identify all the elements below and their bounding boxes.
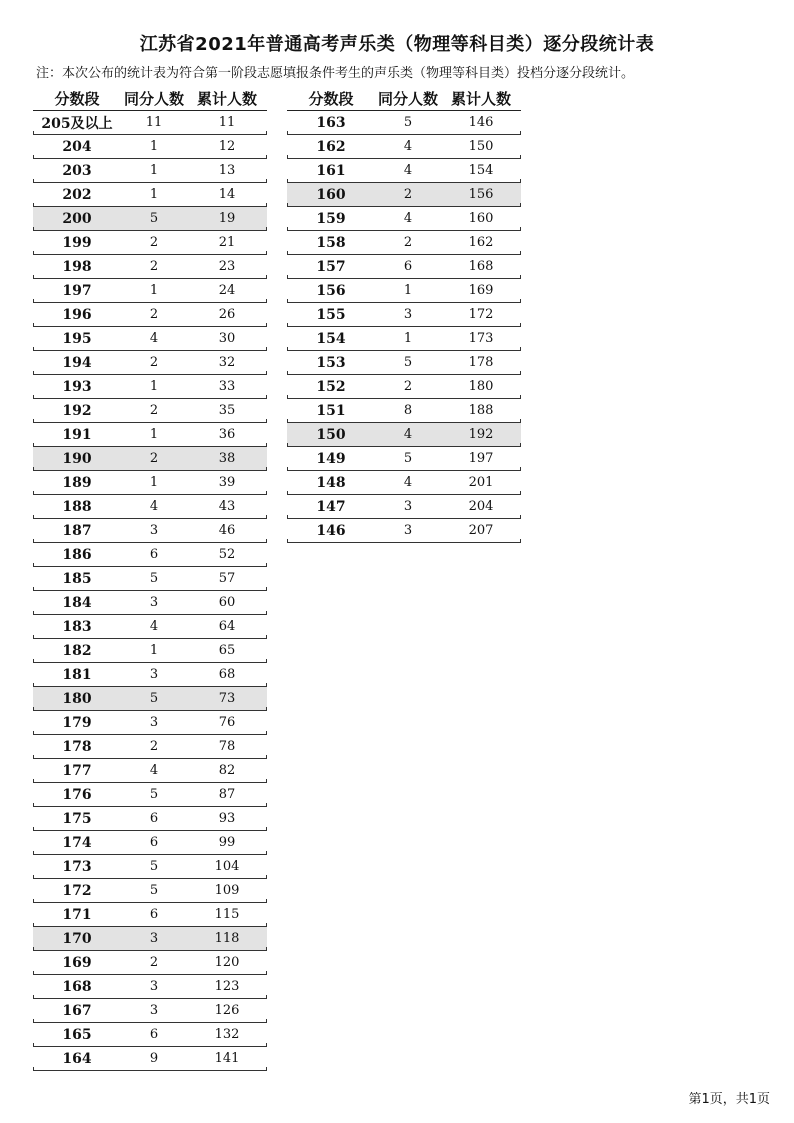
cell-score: 202 [62,186,92,203]
cell-total: 12 [218,139,236,154]
cell-count: 1 [149,379,159,394]
cell-total: 52 [218,547,236,562]
cell-score: 165 [62,1026,92,1043]
cell-total: 38 [218,451,236,466]
cell-total: 65 [218,643,236,658]
table-header [287,86,521,111]
cell-score: 148 [316,474,346,491]
cell-score: 168 [62,978,92,995]
cell-score: 181 [62,666,92,683]
cell-total: 197 [468,451,494,466]
cell-count: 3 [149,595,159,610]
cell-total: 39 [218,475,236,490]
header-count: 同分人数 [123,89,184,108]
cell-count: 3 [403,499,413,514]
table-row [287,183,521,207]
cell-score: 159 [316,210,346,227]
table-row [287,159,521,183]
cell-total: 180 [468,379,494,394]
cell-total: 35 [218,403,236,418]
cell-count: 9 [149,1051,159,1066]
table-row [33,663,267,687]
cell-score: 156 [316,282,346,299]
cell-score: 191 [62,426,92,443]
table-row [287,351,521,375]
cell-total: 207 [468,523,494,538]
cell-score: 205及以上 [41,115,113,132]
cell-total: 162 [468,235,494,250]
table-row [287,471,521,495]
cell-score: 203 [62,162,92,179]
table-row [33,471,267,495]
cell-total: 33 [218,379,236,394]
cell-score: 184 [62,594,92,611]
cell-count: 4 [149,499,159,514]
header-count: 同分人数 [377,89,438,108]
header-total: 累计人数 [450,89,511,108]
cell-total: 123 [214,979,240,994]
table-row [33,1047,267,1071]
cell-score: 177 [62,762,92,779]
table-row [33,615,267,639]
table-row [287,231,521,255]
cell-total: 126 [214,1003,240,1018]
cell-count: 5 [149,787,159,802]
cell-count: 1 [149,427,159,442]
cell-score: 161 [316,162,346,179]
cell-score: 146 [316,522,346,539]
table-row [33,279,267,303]
cell-total: 192 [468,427,494,442]
cell-count: 4 [403,427,413,442]
cell-total: 24 [218,283,236,298]
table-row [33,591,267,615]
cell-count: 1 [403,331,413,346]
cell-count: 3 [403,307,413,322]
cell-total: 76 [218,715,236,730]
cell-count: 3 [149,667,159,682]
cell-count: 2 [149,355,159,370]
table-row [33,207,267,231]
cell-score: 195 [62,330,92,347]
cell-total: 172 [468,307,494,322]
table-row [33,375,267,399]
cell-total: 160 [468,211,494,226]
table-row [287,399,521,423]
cell-total: 11 [218,115,236,130]
cell-count: 6 [149,547,159,562]
table-row [287,519,521,543]
cell-score: 182 [62,642,92,659]
cell-count: 3 [149,715,159,730]
table-header [33,86,267,111]
cell-score: 171 [62,906,92,923]
cell-count: 2 [149,235,159,250]
cell-score: 198 [62,258,92,275]
cell-count: 2 [149,955,159,970]
cell-total: 204 [468,499,494,514]
table-row [33,1023,267,1047]
cell-count: 6 [149,811,159,826]
cell-score: 193 [62,378,92,395]
cell-count: 4 [149,619,159,634]
cell-count: 5 [403,115,413,130]
cell-score: 175 [62,810,92,827]
cell-score: 172 [62,882,92,899]
cell-score: 170 [62,930,92,947]
cell-score: 152 [316,378,346,395]
cell-total: 23 [218,259,236,274]
cell-count: 3 [149,523,159,538]
cell-count: 5 [403,355,413,370]
cell-score: 197 [62,282,92,299]
cell-total: 201 [468,475,494,490]
cell-total: 78 [218,739,236,754]
cell-score: 153 [316,354,346,371]
cell-score: 189 [62,474,92,491]
cell-count: 8 [403,403,413,418]
table-row [287,255,521,279]
cell-total: 68 [218,667,236,682]
cell-score: 147 [316,498,346,515]
cell-total: 109 [214,883,240,898]
cell-score: 169 [62,954,92,971]
cell-score: 157 [316,258,346,275]
table-row [33,927,267,951]
cell-total: 132 [214,1027,240,1042]
table-row [33,255,267,279]
cell-total: 118 [214,931,240,946]
cell-count: 5 [403,451,413,466]
table-row [287,279,521,303]
cell-score: 196 [62,306,92,323]
table-row [33,783,267,807]
cell-count: 5 [149,571,159,586]
table-row [33,519,267,543]
cell-total: 73 [218,691,236,706]
cell-score: 173 [62,858,92,875]
cell-total: 178 [468,355,494,370]
cell-count: 1 [149,283,159,298]
cell-count: 4 [403,139,413,154]
table-left-column [33,86,267,1071]
header-score: 分数段 [308,89,354,108]
table-body-left [33,111,267,1071]
cell-count: 1 [149,163,159,178]
cell-total: 115 [214,907,240,922]
cell-count: 6 [149,1027,159,1042]
table-row [33,399,267,423]
table-row [33,135,267,159]
table-row [33,639,267,663]
cell-total: 169 [468,283,494,298]
table-row [287,135,521,159]
cell-count: 5 [149,211,159,226]
cell-count: 2 [149,403,159,418]
cell-count: 6 [149,835,159,850]
cell-total: 14 [218,187,236,202]
cell-total: 21 [218,235,236,250]
table-row [287,327,521,351]
cell-score: 149 [316,450,346,467]
cell-score: 183 [62,618,92,635]
cell-total: 168 [468,259,494,274]
cell-score: 174 [62,834,92,851]
cell-score: 180 [62,690,92,707]
cell-count: 11 [145,115,163,130]
cell-count: 3 [149,931,159,946]
cell-count: 2 [149,307,159,322]
cell-score: 192 [62,402,92,419]
cell-count: 1 [403,283,413,298]
cell-count: 6 [149,907,159,922]
table-row [33,303,267,327]
cell-count: 4 [403,475,413,490]
cell-total: 36 [218,427,236,442]
page-title: 江苏省2021年普通高考声乐类（物理等科目类）逐分段统计表 [139,34,655,55]
cell-total: 93 [218,811,236,826]
cell-score: 204 [62,138,92,155]
cell-count: 3 [403,523,413,538]
cell-count: 2 [149,451,159,466]
cell-score: 158 [316,234,346,251]
cell-total: 43 [218,499,236,514]
cell-total: 87 [218,787,236,802]
cell-score: 186 [62,546,92,563]
cell-total: 173 [468,331,494,346]
cell-score: 194 [62,354,92,371]
cell-total: 156 [468,187,494,202]
table-row [33,759,267,783]
cell-score: 200 [62,210,92,227]
cell-count: 2 [403,235,413,250]
cell-score: 162 [316,138,346,155]
cell-count: 1 [149,139,159,154]
table-row [287,495,521,519]
table-body-right [287,111,521,543]
cell-total: 120 [214,955,240,970]
table-row [33,423,267,447]
table-row [33,711,267,735]
table-row [33,999,267,1023]
cell-total: 99 [218,835,236,850]
table-row [33,687,267,711]
cell-total: 82 [218,763,236,778]
table-note: 注：本次公布的统计表为符合第一阶段志愿填报条件考生的声乐类（物理等科目类）投档分逐分段统计。 [36,66,635,81]
table-row [33,543,267,567]
table-row [287,303,521,327]
cell-score: 151 [316,402,346,419]
header-score: 分数段 [54,89,100,108]
table-row [33,231,267,255]
table-row [33,903,267,927]
table-row [33,159,267,183]
table-row [33,183,267,207]
cell-total: 154 [468,163,494,178]
cell-count: 4 [403,163,413,178]
table-row [33,351,267,375]
cell-count: 5 [149,691,159,706]
table-row [33,975,267,999]
cell-total: 32 [218,355,236,370]
cell-count: 3 [149,979,159,994]
table-row [33,807,267,831]
cell-score: 167 [62,1002,92,1019]
table-right-column [287,86,521,543]
cell-score: 179 [62,714,92,731]
table-row [33,951,267,975]
cell-count: 2 [149,739,159,754]
cell-total: 30 [218,331,236,346]
cell-count: 1 [149,475,159,490]
cell-count: 4 [149,331,159,346]
table-row [33,447,267,471]
cell-score: 199 [62,234,92,251]
cell-total: 188 [468,403,494,418]
cell-score: 187 [62,522,92,539]
cell-score: 155 [316,306,346,323]
cell-count: 4 [149,763,159,778]
cell-score: 185 [62,570,92,587]
cell-count: 1 [149,187,159,202]
table-row [33,879,267,903]
cell-total: 26 [218,307,236,322]
table-row [287,447,521,471]
table-row [287,111,521,135]
cell-count: 6 [403,259,413,274]
cell-count: 2 [149,259,159,274]
cell-score: 163 [316,114,346,131]
cell-score: 188 [62,498,92,515]
cell-score: 178 [62,738,92,755]
cell-score: 176 [62,786,92,803]
cell-total: 141 [214,1051,240,1066]
cell-total: 146 [468,115,494,130]
cell-total: 64 [218,619,236,634]
cell-score: 190 [62,450,92,467]
table-row [287,207,521,231]
cell-score: 154 [316,330,346,347]
cell-total: 13 [218,163,236,178]
cell-score: 160 [316,186,346,203]
cell-total: 150 [468,139,494,154]
table-row [287,375,521,399]
table-row [33,567,267,591]
cell-count: 3 [149,1003,159,1018]
table-row [33,831,267,855]
cell-count: 2 [403,379,413,394]
table-row [287,423,521,447]
table-row [33,855,267,879]
cell-score: 150 [316,426,346,443]
cell-count: 2 [403,187,413,202]
cell-total: 19 [218,211,236,226]
cell-count: 5 [149,883,159,898]
table-row [33,495,267,519]
table-row [33,327,267,351]
table-row [33,735,267,759]
cell-total: 60 [218,595,236,610]
cell-total: 46 [218,523,236,538]
header-total: 累计人数 [196,89,257,108]
cell-total: 104 [214,859,240,874]
cell-count: 5 [149,859,159,874]
page-footer: 第1页，共1页 [688,1092,770,1107]
cell-count: 1 [149,643,159,658]
cell-count: 4 [403,211,413,226]
table-row [33,111,267,135]
cell-score: 164 [62,1050,92,1067]
cell-total: 57 [218,571,236,586]
